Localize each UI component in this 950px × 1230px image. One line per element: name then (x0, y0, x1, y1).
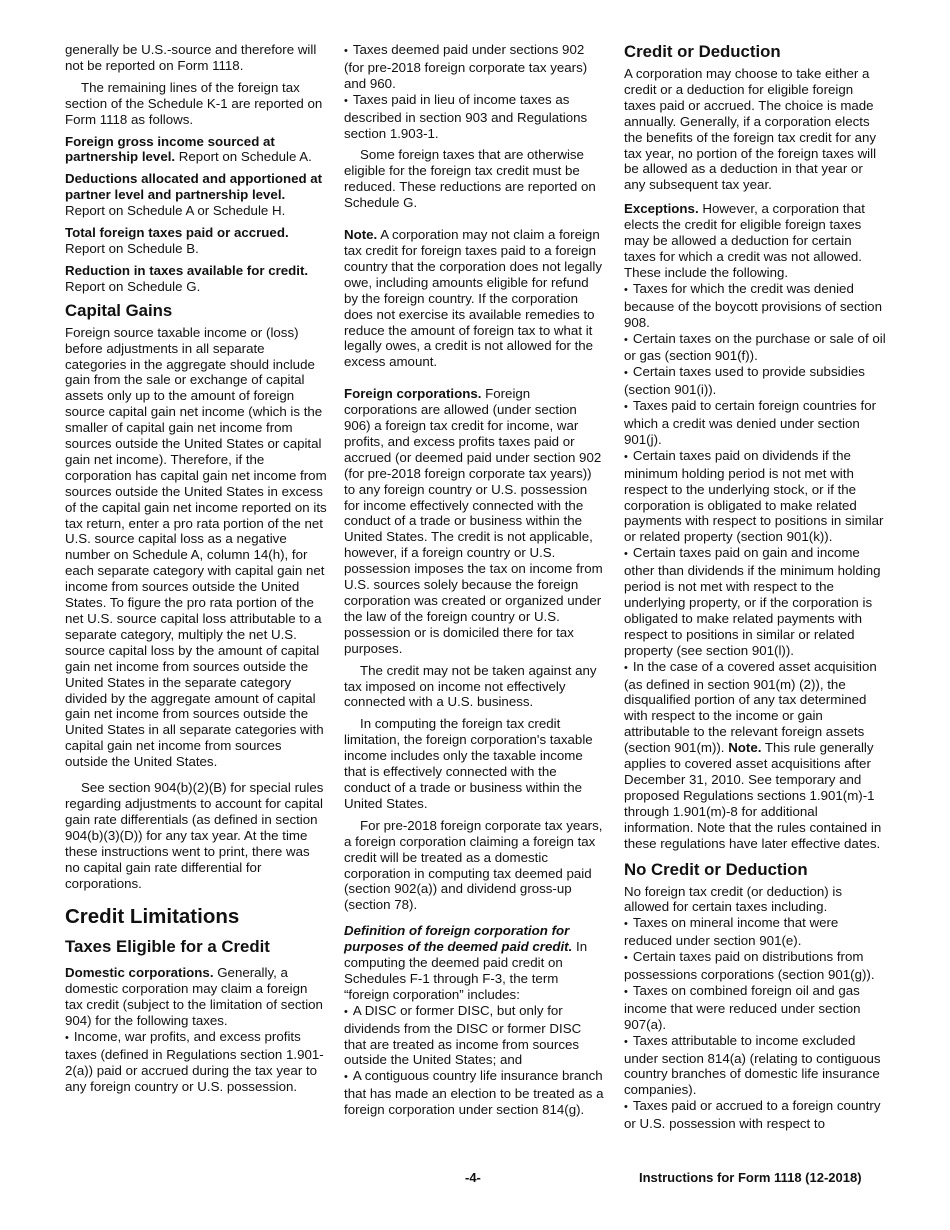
schedule-k1-item (65, 263, 327, 295)
item-text: Report on Schedule A. (175, 149, 312, 165)
run-in-heading: Domestic corporations. (65, 965, 214, 981)
paragraph: A corporation may choose to take either a credit or a deduction for eligible foreign taxes paid or accrued. The choice is made annually. Generally, if a corporation elects the benefits of the foreign tax credit for any tax year, no portion of the foreign taxes will be allowed as a deduction in that year or any subsequent tax year. (624, 66, 877, 193)
bullet-item: • Certain taxes used to provide subsidies (section 901(i)). (624, 364, 886, 398)
run-in-heading: Foreign gross income sourced at partnership level. (65, 133, 275, 165)
paragraph: The credit may not be taken against any tax imposed on income not effectively connected with a U.S. business. (344, 662, 597, 710)
paragraph: Foreign source taxable income or (loss) before adjustments in all separate categories in the aggregate should include gain from the sale or exchange of capital assets only up to the amount of foreign source capital gain net income (which is the smaller of capital gain net income from sources outside the United States or capital gain net income). Therefore, if the corporation has capital gain net income from sources outside the United States in excess of the capital gain net income reported on its tax return, enter a pro rata portion of the net U.S. source capital loss as a negative number on Schedule A, column 14(h), for each separate category with capital gain net income from sources outside the United States. To figure the pro rata portion of the net U.S. source capital loss attributable to a separate category, multiply the net U.S. source capital loss by the amount of capital gain net income from sources outside the United States in the separate category divided by the aggregate amount of capital gain net income from sources outside the United States in all separate categories with capital gain net income from sources outside the United States. (65, 324, 327, 770)
run-in-heading: Foreign corporations. (344, 386, 482, 402)
run-in-heading: Reduction in taxes available for credit. (65, 262, 309, 278)
item-text: Report on Schedule B. (65, 240, 199, 256)
bullet-item: • Certain taxes paid on gain and income other than dividends if the minimum holding period is not met with respect to the underlying property, or if the corporation is obligated to make related payments with respect to positions in similar or related property (see section 901(l)). (624, 545, 886, 658)
note-text: A corporation may not claim a foreign tax credit for foreign taxes paid to a foreign country that the corporation does not legally owe, including amounts eligible for refund by the foreign country. If the corporation does not exercise its available remedies to reduce the amount of foreign tax to what it legally owes, a credit is not allowed for the excess amount. (344, 227, 602, 370)
section-heading-credit-or-deduction: Credit or Deduction (624, 42, 781, 61)
paragraph: Some foreign taxes that are otherwise eligible for the foreign tax credit must be reduced. These reductions are reported on Schedule G. (344, 147, 596, 211)
schedule-k1-item (65, 171, 327, 219)
bullet-item: • Taxes paid or accrued to a foreign country or U.S. possession with respect to (624, 1098, 886, 1132)
bullet-item: • A contiguous country life insurance branch that has made an election to be treated as a foreign corporation under section 814(g). (344, 1068, 606, 1118)
section-heading-capital-gains: Capital Gains (65, 300, 173, 320)
paragraph: In computing the foreign tax credit limitation, the foreign corporation's taxable income includes only the taxable income that is effectively connected with the conduct of a trade or business within the United States. (344, 716, 593, 811)
bullet-item: • Taxes for which the credit was denied because of the boycott provisions of section 908. (624, 281, 886, 331)
paragraph (344, 923, 606, 1003)
paragraph (65, 965, 327, 1029)
bullet-item: • A DISC or former DISC, but only for dividends from the DISC or former DISC that are treated as income from sources outside the United States; and (344, 1003, 606, 1069)
section-heading-no-credit-or-deduction: No Credit or Deduction (624, 859, 808, 879)
note-paragraph (344, 227, 606, 370)
item-text: Report on Schedule A or Schedule H. (65, 203, 286, 219)
bullet-item: • Certain taxes on the purchase or sale of oil or gas (section 901(f)). (624, 331, 886, 365)
paragraph: See section 904(b)(2)(B) for special rules regarding adjustments to account for capital gain rate differentials (as defined in section 904(b)(3)(D)) for any tax year. At the time these instructions went to print, there was no capital gain rate differential for corporations. (65, 780, 324, 891)
run-in-heading: Deductions allocated and apportioned at partner level and partnership level. (65, 171, 323, 203)
paragraph-text: Generally, a domestic corporation may claim a foreign tax credit (subject to the limitation of section 904) for the following taxes. (65, 965, 323, 1029)
bullet-item: • Certain taxes paid on distributions from possessions corporations (section 901(g)). (624, 949, 886, 983)
note-label: Note. (344, 227, 378, 243)
column-2 (344, 42, 606, 1118)
paragraph: generally be U.S.-source and therefore will not be reported on Form 1118. (65, 42, 317, 73)
paragraph-text: In computing the deemed paid credit on Schedules F-1 through F-3, the term “foreign corporation” includes: (344, 939, 588, 1002)
bullet-text: This rule generally applies to covered asset acquisitions after December 31, 2010. See temporary and proposed Regulations sections 1.901(m)-1 through 1.901(m)-8 for additional information. Note that the rules contained in these regulations have later effective dates. (624, 740, 882, 851)
item-text: Report on Schedule G. (65, 278, 201, 294)
bullet-item: • Taxes on combined foreign oil and gas income that were reduced under section 907(a). (624, 983, 886, 1033)
bullet-item: • Income, war profits, and excess profits taxes (defined in Regulations section 1.901-2(a)) paid or accrued during the tax year to any foreign country or U.S. possession. (65, 1029, 327, 1095)
column-1 (65, 42, 327, 1095)
schedule-k1-item (65, 134, 327, 166)
bullet-item: • Taxes paid in lieu of income taxes as described in section 903 and Regulations section 1.903-1. (344, 92, 606, 142)
bullet-item: • Certain taxes paid on dividends if the minimum holding period is not met with respect to the underlying stock, or if the corporation is obligated to make related payments with respect to positions in similar or related property (section 901(k)). (624, 448, 886, 545)
run-in-heading: Total foreign taxes paid or accrued. (65, 225, 289, 241)
run-in-heading: Definition of foreign corporation for purposes of the deemed paid credit. (344, 923, 573, 955)
run-in-heading: Exceptions. (624, 201, 699, 217)
paragraph-text: Foreign corporations are allowed (under section 906) a foreign tax credit for income, war profits, and excess profits taxes paid or accrued (or deemed paid under section 902 (for pre-2018 foreign corporate tax years)) to any foreign country or U.S. possession for income effectively connected with the conduct of a trade or business within the United States. The credit is not applicable, however, if a foreign country or U.S. possession imposes the tax on income from U.S. sources solely because the foreign corporation was created or organized under the law of the foreign country or U.S. possession or is domiciled there for tax purposes. (344, 386, 603, 656)
form-title: Instructions for Form 1118 (12-2018) (639, 1170, 862, 1185)
column-3 (624, 42, 886, 1132)
paragraph: The remaining lines of the foreign tax section of the Schedule K-1 are reported on Form 1118 as follows. (65, 79, 323, 127)
paragraph-text: However, a corporation that elects the credit for eligible foreign taxes may be allowed a deduction for certain taxes for which a credit was not allowed. These include the following. (624, 201, 865, 280)
bullet-item: • Taxes deemed paid under sections 902 (for pre-2018 foreign corporate tax years) and 960. (344, 42, 606, 92)
paragraph (624, 201, 886, 281)
paragraph: For pre-2018 foreign corporate tax years, a foreign corporation claiming a foreign tax credit will be treated as a domestic corporation in computing tax deemed paid (section 902(a)) and dividend gross-up (section 78). (344, 817, 603, 913)
note-label: Note. (724, 740, 762, 756)
schedule-k1-item (65, 225, 327, 257)
bullet-item: • Taxes attributable to income excluded under section 814(a) (relating to contiguous country branches of domestic life insurance companies). (624, 1033, 886, 1099)
subsection-heading-taxes-eligible: Taxes Eligible for a Credit (65, 937, 270, 957)
bullet-item: • Taxes on mineral income that were reduced under section 901(e). (624, 915, 886, 949)
bullet-item (624, 659, 886, 852)
page-number: -4- (465, 1170, 481, 1185)
section-heading-credit-limitations: Credit Limitations (65, 905, 240, 929)
paragraph (344, 386, 606, 656)
bullet-text: In the case of a covered asset acquisition (as defined in section 901(m) (2)), the disqualified portion of any tax determined with respect to the income or gain attributable to the relevant foreign assets (section 901(m)). (624, 658, 877, 756)
page-footer (0, 1170, 950, 1188)
paragraph: No foreign tax credit (or deduction) is allowed for certain taxes including. (624, 883, 843, 915)
bullet-item: • Taxes paid to certain foreign countries for which a credit was denied under section 901(j). (624, 398, 886, 448)
